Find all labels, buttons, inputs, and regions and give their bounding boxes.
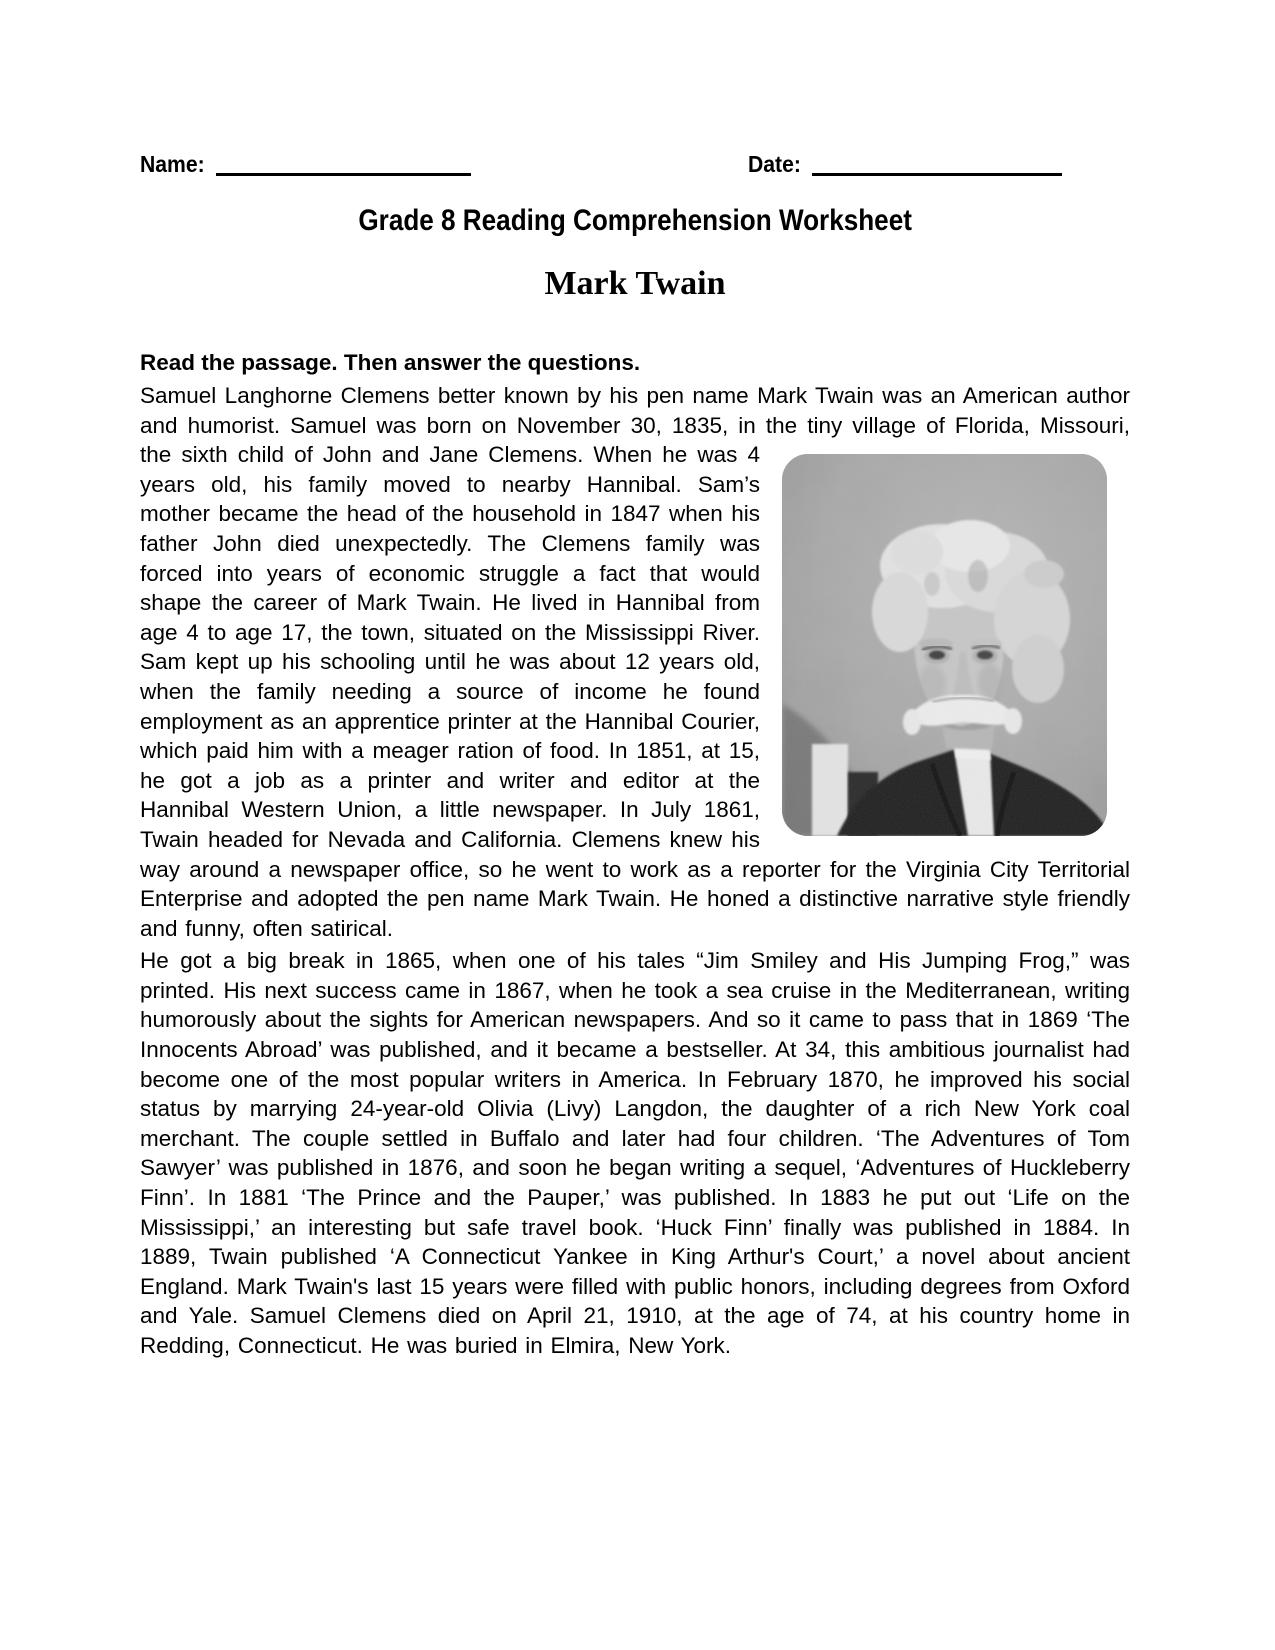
name-blank-line xyxy=(216,153,471,176)
name-field xyxy=(140,153,471,176)
instruction-text: Read the passage. Then answer the questions. xyxy=(140,350,641,375)
para1-text-before-photo: Samuel Langhorne Clemens better known by his pen name Mark Twain was an American author and humorist. Samuel was born on November 30, 1835, in the xyxy=(140,383,1130,438)
subtitle-row xyxy=(140,264,1130,304)
passage-title: Mark Twain xyxy=(544,265,726,302)
mark-twain-portrait-svg xyxy=(782,454,1107,836)
date-blank-line xyxy=(812,153,1062,176)
date-field xyxy=(748,153,1062,176)
header-row xyxy=(140,148,1130,176)
title-row xyxy=(140,203,1130,239)
passage-paragraph-2: He got a big break in 1865, when one of his tales “Jim Smiley and His Jumping Frog,” was printed. His next success came in 1867, when he took a sea cruise in the Mediterranean, writing humorously about the sights for American newspapers. And so it came to pass that in 1869 ‘The Innocents Abroad’ was published, and it became a bestseller. At 34, this ambitious journalist had become one of the most popular writers in America. In February 1870, he improved his social status by marrying 24-year-old Olivia (Livy) Langdon, the daughter of a rich New York coal merchant. The couple settled in Buffalo and later had four children. ‘The Adventures of Tom Sawyer’ was published in 1876, and soon he began writing a sequel, ‘Adventures of Huckleberry Finn’. In 1881 ‘The Prince and the Pauper,’ was published. In 1883 he put out ‘Life on the Mississippi,’ an interesting but safe travel book. ‘Huck Finn’ finally was published in 1884. In 1889, Twain published ‘A Connecticut Yankee in King Arthur's Court,’ a novel about ancient England. Mark Twain's last 15 years were filled with public honors, including degrees from Oxford and Yale. Samuel Clemens died on April 21, 1910, at the age of 74, at his country home in Redding, Connecticut. He was buried in Elmira, New York. xyxy=(140,948,1130,1358)
date-label: Date: xyxy=(748,151,802,177)
para1-text-after-photo: tiny village of Florida, Missouri, the sixth child of John and Jane Clemens. When he was 4 years old, his family moved to nearby Hannibal. Sam’s mother became the head of the household in 1847 when his father John died unexpectedly. The Clemens family was forced into years of economic struggle a fact that would shape the career of Mark Twain. He lived in Hannibal from age 4 to age 17, the town, situated on the Mississippi River. Sam kept up his schooling until he was about 12 years old, when the family needing a source of income he found employment as an apprentice printer at the Hannibal Courier, which paid him with a meager ration of food. In 1851, at 15, he got a job as a printer and writer and editor at the Hannibal Western Union, a little newspaper. In July 1861, Twain headed for Nevada and California. Clemens knew his way around a newspaper office, so he went to work as a reporter for the Virginia City Territorial Enterprise and adopted the pen name Mark Twain. He honed a distinctive narrative style friendly and funny, often satirical. xyxy=(140,412,1131,941)
name-label: Name: xyxy=(140,151,205,177)
passage-paragraph-1 xyxy=(140,381,1130,943)
mark-twain-photo xyxy=(782,454,1107,836)
page-title: Grade 8 Reading Comprehension Worksheet xyxy=(358,204,912,237)
